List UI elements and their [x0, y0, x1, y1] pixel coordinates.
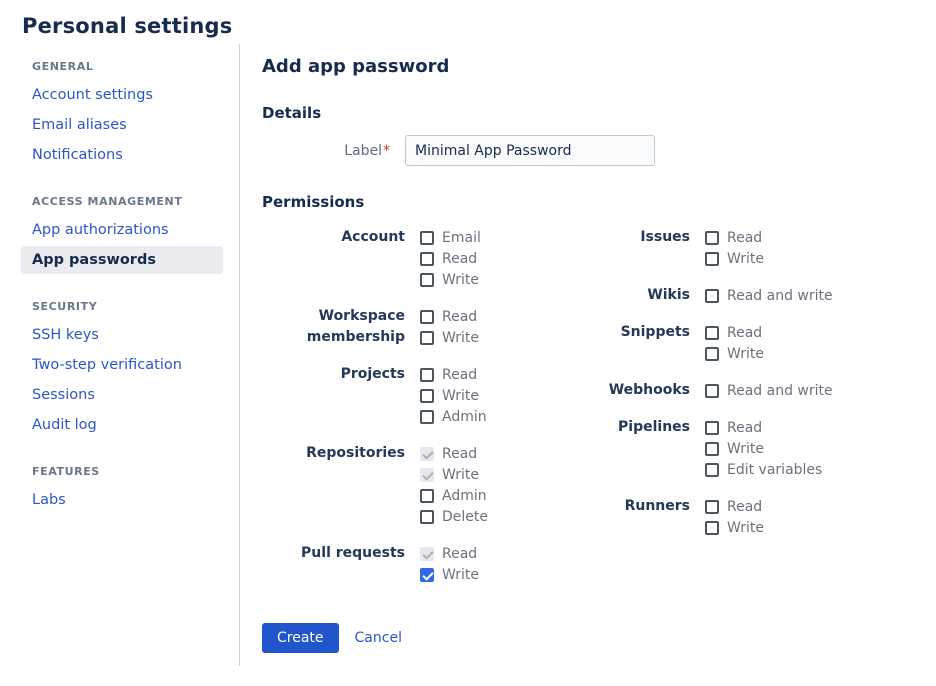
sidebar-item-email-aliases[interactable]: Email aliases [32, 117, 127, 133]
permission-group-webhooks [600, 380, 936, 401]
permissions-heading: Permissions [262, 193, 365, 211]
checkbox-row-pull-requests-read[interactable] [420, 543, 479, 564]
permission-group-name: Webhooks [608, 382, 690, 398]
checkbox-label: Email [442, 229, 481, 246]
sidebar-item-two-step-verification[interactable]: Two-step verification [32, 357, 182, 373]
permission-group-snippets [600, 322, 936, 364]
create-button[interactable]: Create [262, 623, 339, 653]
checkbox-row-repositories-admin[interactable] [420, 485, 488, 506]
sidebar-item-labs[interactable]: Labs [32, 492, 66, 508]
checkbox-label: Read [442, 308, 478, 325]
checkbox-row-workspace-membership-write[interactable] [420, 327, 479, 348]
sidebar-item-audit-log[interactable]: Audit log [32, 417, 97, 433]
permission-group-projects [262, 364, 600, 427]
checkbox-pipelines-edit-variables[interactable] [705, 463, 719, 477]
checkbox-row-snippets-write[interactable] [705, 343, 764, 364]
checkbox-row-workspace-membership-read[interactable] [420, 306, 479, 327]
sidebar-item-account-settings[interactable]: Account settings [32, 87, 153, 103]
checkbox-label: Write [442, 387, 479, 404]
permission-options [705, 322, 764, 364]
form-actions [262, 623, 936, 653]
permission-group-account [262, 227, 600, 290]
checkbox-wikis-read-and-write[interactable] [705, 289, 719, 303]
checkbox-label: Read [442, 545, 478, 562]
permission-options [420, 443, 488, 527]
checkbox-row-runners-write[interactable] [705, 517, 764, 538]
checkbox-pull-requests-read[interactable] [420, 547, 434, 561]
checkbox-label: Delete [442, 508, 488, 525]
permission-group-wikis [600, 285, 936, 306]
checkbox-projects-write[interactable] [420, 389, 434, 403]
checkbox-row-runners-read[interactable] [705, 496, 764, 517]
checkbox-repositories-delete[interactable] [420, 510, 434, 524]
permission-group-name: Workspace membership [306, 308, 405, 345]
details-heading: Details [262, 104, 322, 122]
sidebar-item-notifications[interactable]: Notifications [32, 147, 123, 163]
permissions-grid [262, 227, 936, 601]
permission-group-name: Pull requests [301, 545, 405, 561]
permission-options [705, 417, 822, 480]
permission-group-pipelines [600, 417, 936, 480]
label-field-row [262, 135, 936, 166]
checkbox-label: Read and write [727, 382, 833, 399]
permission-group-name: Repositories [306, 445, 405, 461]
checkbox-account-read[interactable] [420, 252, 434, 266]
checkbox-row-projects-admin[interactable] [420, 406, 487, 427]
permission-group-name: Issues [640, 229, 690, 245]
permission-options [420, 364, 487, 427]
checkbox-label: Read [727, 324, 763, 341]
checkbox-label: Admin [442, 408, 487, 425]
checkbox-row-projects-write[interactable] [420, 385, 487, 406]
checkbox-row-pipelines-edit-variables[interactable] [705, 459, 822, 480]
checkbox-row-repositories-delete[interactable] [420, 506, 488, 527]
permission-group-name: Snippets [620, 324, 690, 340]
checkbox-workspace-membership-write[interactable] [420, 331, 434, 345]
permission-options [705, 496, 764, 538]
permission-options [705, 227, 764, 269]
permission-group-name: Account [341, 229, 405, 245]
main-content [240, 44, 936, 666]
checkbox-issues-read[interactable] [705, 231, 719, 245]
checkbox-label: Write [727, 345, 764, 362]
checkbox-label: Admin [442, 487, 487, 504]
checkbox-label: Write [727, 519, 764, 536]
page-header [0, 0, 936, 44]
checkbox-repositories-read[interactable] [420, 447, 434, 461]
sidebar-section-header: ACCESS MANAGEMENT [32, 195, 183, 208]
sidebar-item-app-passwords[interactable]: App passwords [21, 246, 223, 274]
checkbox-row-issues-read[interactable] [705, 227, 764, 248]
required-asterisk: * [383, 142, 390, 159]
permission-group-repositories [262, 443, 600, 527]
label-field-text: Label [344, 142, 382, 159]
sidebar-item-sessions[interactable]: Sessions [32, 387, 95, 403]
permission-group-pull-requests [262, 543, 600, 585]
checkbox-row-webhooks-read-and-write[interactable] [705, 380, 833, 401]
checkbox-label: Read [727, 229, 763, 246]
checkbox-issues-write[interactable] [705, 252, 719, 266]
label-input[interactable] [405, 135, 655, 166]
checkbox-label: Read [727, 419, 763, 436]
sidebar [0, 44, 240, 666]
checkbox-row-repositories-write[interactable] [420, 464, 488, 485]
checkbox-label: Read [442, 445, 478, 462]
permission-group-name: Runners [624, 498, 690, 514]
checkbox-repositories-admin[interactable] [420, 489, 434, 503]
checkbox-webhooks-read-and-write[interactable] [705, 384, 719, 398]
permission-options [420, 227, 481, 290]
checkbox-row-repositories-read[interactable] [420, 443, 488, 464]
checkbox-label: Read [727, 498, 763, 515]
checkbox-row-pull-requests-write[interactable] [420, 564, 479, 585]
checkbox-projects-admin[interactable] [420, 410, 434, 424]
checkbox-account-write[interactable] [420, 273, 434, 287]
checkbox-label: Read and write [727, 287, 833, 304]
checkbox-label: Write [442, 329, 479, 346]
sidebar-item-ssh-keys[interactable]: SSH keys [32, 327, 99, 343]
permission-group-name: Wikis [647, 287, 690, 303]
checkbox-row-account-read[interactable] [420, 248, 481, 269]
checkbox-row-projects-read[interactable] [420, 364, 487, 385]
permissions-column-right [600, 227, 936, 601]
checkbox-row-wikis-read-and-write[interactable] [705, 285, 833, 306]
checkbox-label: Write [442, 271, 479, 288]
sidebar-item-app-authorizations[interactable]: App authorizations [32, 222, 169, 238]
sidebar-section-header: GENERAL [32, 60, 94, 73]
permission-group-issues [600, 227, 936, 269]
checkbox-runners-read[interactable] [705, 500, 719, 514]
permissions-column-left [262, 227, 600, 601]
permission-group-runners [600, 496, 936, 538]
permission-options [705, 380, 833, 401]
cancel-link[interactable]: Cancel [354, 630, 402, 646]
checkbox-label: Write [727, 440, 764, 457]
permission-group-name: Projects [340, 366, 405, 382]
checkbox-pipelines-write[interactable] [705, 442, 719, 456]
checkbox-label: Write [442, 566, 479, 583]
checkbox-projects-read[interactable] [420, 368, 434, 382]
checkbox-snippets-read[interactable] [705, 326, 719, 340]
checkbox-label: Read [442, 366, 478, 383]
checkbox-repositories-write[interactable] [420, 468, 434, 482]
sidebar-section-header: FEATURES [32, 465, 100, 478]
checkbox-row-pipelines-read[interactable] [705, 417, 822, 438]
permission-group-workspace-membership [262, 306, 600, 348]
permission-options [420, 543, 479, 585]
checkbox-workspace-membership-read[interactable] [420, 310, 434, 324]
checkbox-row-pipelines-write[interactable] [705, 438, 822, 459]
checkbox-label: Write [442, 466, 479, 483]
checkbox-label: Edit variables [727, 461, 823, 478]
label-field-label [262, 143, 405, 159]
checkbox-label: Read [442, 250, 478, 267]
checkbox-pipelines-read[interactable] [705, 421, 719, 435]
form-title: Add app password [262, 56, 450, 77]
permission-options [705, 285, 833, 306]
sidebar-section-header: SECURITY [32, 300, 98, 313]
page-title: Personal settings [22, 14, 233, 38]
checkbox-row-account-write[interactable] [420, 269, 481, 290]
checkbox-runners-write[interactable] [705, 521, 719, 535]
checkbox-snippets-write[interactable] [705, 347, 719, 361]
permission-options [420, 306, 479, 348]
checkbox-label: Write [727, 250, 764, 267]
checkbox-row-snippets-read[interactable] [705, 322, 764, 343]
permission-group-name: Pipelines [618, 419, 690, 435]
checkbox-row-issues-write[interactable] [705, 248, 764, 269]
checkbox-account-email[interactable] [420, 231, 434, 245]
layout [0, 44, 936, 666]
checkbox-row-account-email[interactable] [420, 227, 481, 248]
checkbox-pull-requests-write[interactable] [420, 568, 434, 582]
